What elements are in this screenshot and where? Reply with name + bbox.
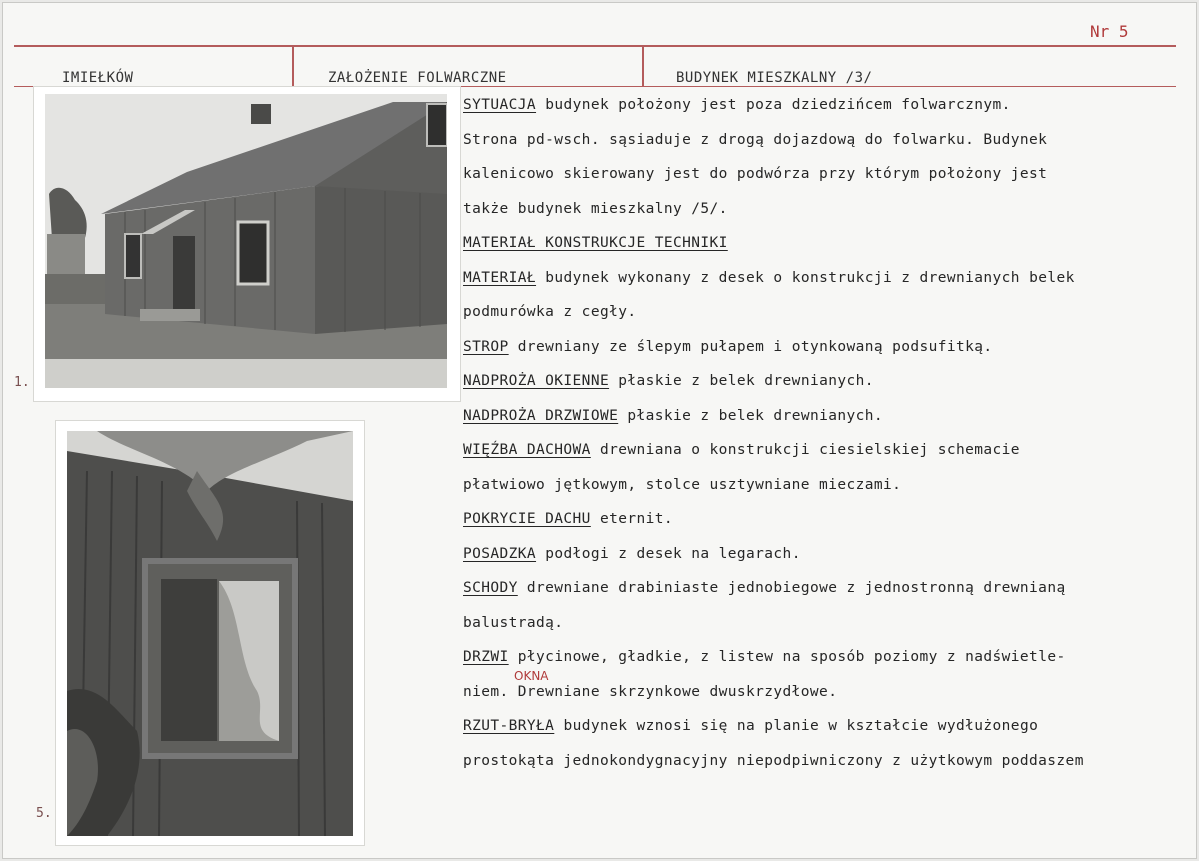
line-heading: SCHODY — [463, 580, 518, 596]
line-heading: DRZWI — [463, 649, 509, 665]
line-text: budynek wznosi się na planie w kształcie wydłużonego — [563, 718, 1039, 734]
text-line — [463, 433, 1191, 468]
text-line — [463, 675, 1191, 710]
photo-2-number: 5. — [36, 806, 52, 821]
text-line — [463, 606, 1191, 641]
header-locality: IMIEŁKÓW — [62, 70, 134, 86]
photo-house-exterior — [45, 94, 447, 388]
line-text: prostokąta jednokondygnacyjny niepodpiwniczony z użytkowym poddaszem — [463, 752, 1084, 769]
line-heading: SYTUACJA — [463, 97, 537, 113]
line-heading: RZUT-BRYŁA — [463, 718, 555, 734]
text-line — [463, 295, 1191, 330]
line-text: drewniana o konstrukcji ciesielskiej schemacie — [599, 442, 1020, 458]
line-text: eternit. — [599, 511, 674, 527]
text-line — [463, 640, 1191, 675]
text-line — [463, 468, 1191, 503]
text-line — [463, 226, 1191, 261]
line-text: drewniane drabiniaste jednobiegowe z jednostronną drewnianą — [526, 580, 1066, 596]
header-complex: ZAŁOŻENIE FOLWARCZNE — [328, 70, 507, 86]
line-text: podłogi z desek na legarach. — [545, 545, 801, 562]
text-line — [463, 88, 1191, 123]
line-heading: MATERIAŁ KONSTRUKCJE TECHNIKI — [463, 235, 728, 251]
line-text: podmurówka z cegły. — [463, 304, 637, 320]
text-line — [463, 399, 1191, 434]
line-text: płaskie z belek drewnianych. — [618, 373, 874, 389]
line-text: płatwiowo jętkowym, stolce usztywniane mieczami. — [463, 476, 902, 493]
text-line — [463, 261, 1191, 296]
text-line — [463, 330, 1191, 365]
line-text: balustradą. — [463, 614, 564, 631]
line-text: budynek położony jest poza dziedzińcem folwarcznym. — [545, 97, 1011, 113]
text-line — [463, 537, 1191, 572]
line-text: Strona pd-wsch. sąsiaduje z drogą dojazdową do folwarku. Budynek — [463, 131, 1048, 148]
text-line — [463, 502, 1191, 537]
photo-window-detail — [67, 431, 353, 836]
line-heading: POSADZKA — [463, 545, 537, 562]
line-text: płaskie z belek drewnianych. — [627, 407, 883, 424]
line-heading: NADPROŻA DRZWIOWE — [463, 407, 619, 424]
line-text: także budynek mieszkalny /5/. — [463, 200, 728, 217]
line-heading: MATERIAŁ — [463, 269, 537, 286]
header-divider-2 — [642, 46, 644, 86]
text-line — [463, 123, 1191, 158]
line-heading: NADPROŻA OKIENNE — [463, 373, 610, 389]
line-text: płycinowe, gładkie, z listew na sposób poziomy z nadświetle- — [517, 649, 1066, 665]
header-top-rule — [14, 45, 1176, 47]
card-number: Nr 5 — [1090, 22, 1129, 41]
text-line — [463, 364, 1191, 399]
line-text: niem. Drewniane skrzynkowe dwuskrzydłowe. — [463, 683, 838, 700]
line-heading: STROP — [463, 338, 509, 355]
text-line — [463, 709, 1191, 744]
line-text: kalenicowo skierowany jest do podwórza przy którym położony jest — [463, 166, 1048, 182]
line-heading: WIĘŹBA DACHOWA — [463, 442, 591, 458]
handwritten-annotation: OKNA — [514, 669, 549, 683]
text-line — [463, 157, 1191, 192]
header-building: BUDYNEK MIESZKALNY /3/ — [676, 70, 873, 86]
description-text — [463, 88, 1191, 778]
line-heading: POKRYCIE DACHU — [463, 511, 591, 527]
photo-1-number: 1. — [14, 375, 30, 390]
text-line — [463, 571, 1191, 606]
text-line — [463, 192, 1191, 227]
header-divider-1 — [292, 46, 294, 86]
line-text: drewniany ze ślepym pułapem i otynkowaną podsufitką. — [517, 338, 993, 355]
line-text: budynek wykonany z desek o konstrukcji z drewnianych belek — [545, 269, 1075, 286]
text-line — [463, 744, 1191, 779]
